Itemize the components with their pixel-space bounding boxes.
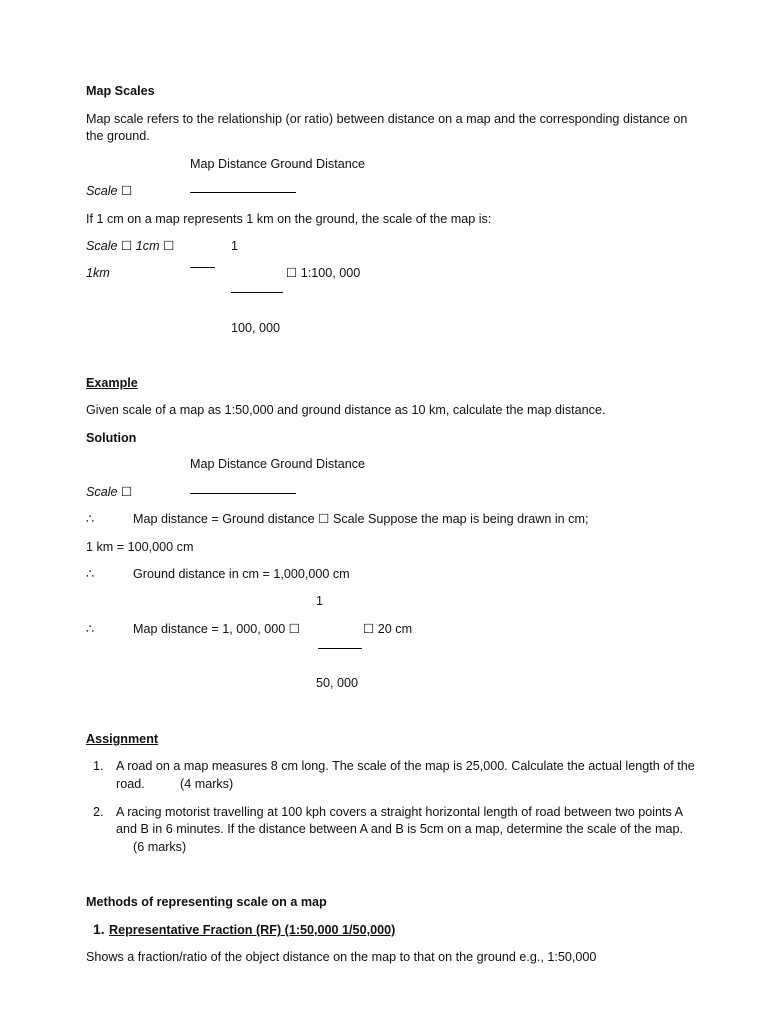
fraction-line [190, 267, 215, 268]
assignment-marks: (4 marks) [180, 777, 234, 791]
assignment-text-line-1: A racing motorist travelling at 100 kph covers a straight horizontal length of road between two points A [116, 805, 684, 819]
example-text: Given scale of a map as 1:50,000 and ground distance as 10 km, calculate the map distance. [86, 403, 606, 417]
scale-label-2: Scale ☐ [86, 485, 133, 499]
formula-1-header: Map Distance Ground Distance [190, 157, 365, 171]
step-1: Map distance = Ground distance ☐ Scale Suppose the map is being drawn in cm; [133, 512, 589, 526]
assignment-text-line-2: and B in 6 minutes. If the distance between A and B is 5cm on a map, determine the scale of the map. [116, 822, 684, 836]
numerator-1: 1 [231, 239, 239, 253]
fraction-line [318, 648, 362, 649]
denominator-1: 100, 000 [231, 321, 281, 335]
conversion-line: 1 km = 100,000 cm [86, 540, 194, 554]
assignment-number: 1. [93, 759, 104, 773]
therefore-symbol: ∴ [86, 567, 95, 581]
therefore-symbol: ∴ [86, 512, 95, 526]
intro-text-line-2: the ground. [86, 129, 150, 143]
assignment-text-line-2: road. [116, 777, 145, 791]
method-1-number: 1. [93, 921, 105, 937]
scale-1cm-label: Scale ☐ 1cm ☐ [86, 239, 175, 253]
step-3: Map distance = 1, 000, 000 ☐ [133, 622, 301, 636]
intro-text-line-1: Map scale refers to the relationship (or ratio) between distance on a map and the corresponding distance on [86, 112, 688, 126]
step-2: Ground distance in cm = 1,000,000 cm [133, 567, 350, 581]
example-heading: Example [86, 376, 138, 390]
denominator-2: 50, 000 [316, 676, 359, 690]
result-1: ☐ 1:100, 000 [286, 266, 361, 280]
if-line: If 1 cm on a map represents 1 km on the ground, the scale of the map is: [86, 212, 492, 226]
therefore-symbol: ∴ [86, 622, 95, 636]
method-1-text: Shows a fraction/ratio of the object distance on the map to that on the ground e.g., 1:50,000 [86, 950, 597, 964]
fraction-line [190, 192, 296, 193]
methods-heading: Methods of representing scale on a map [86, 895, 327, 909]
method-1-title: Representative Fraction (RF) (1:50,000 1/50,000) [109, 923, 396, 937]
page-title: Map Scales [86, 84, 155, 98]
assignment-marks: (6 marks) [133, 840, 187, 854]
result-2: ☐ 20 cm [363, 622, 413, 636]
assignment-number: 2. [93, 805, 104, 819]
fraction-line [231, 292, 283, 293]
assignment-text-line-1: A road on a map measures 8 cm long. The scale of the map is 25,000. Calculate the actual length of the [116, 759, 695, 773]
solution-heading: Solution [86, 431, 137, 445]
fraction-line [190, 493, 296, 494]
formula-2-header: Map Distance Ground Distance [190, 457, 365, 471]
assignment-heading: Assignment [86, 732, 159, 746]
one-km-label: 1km [86, 266, 110, 280]
scale-label: Scale ☐ [86, 184, 133, 198]
numerator-2: 1 [316, 594, 324, 608]
